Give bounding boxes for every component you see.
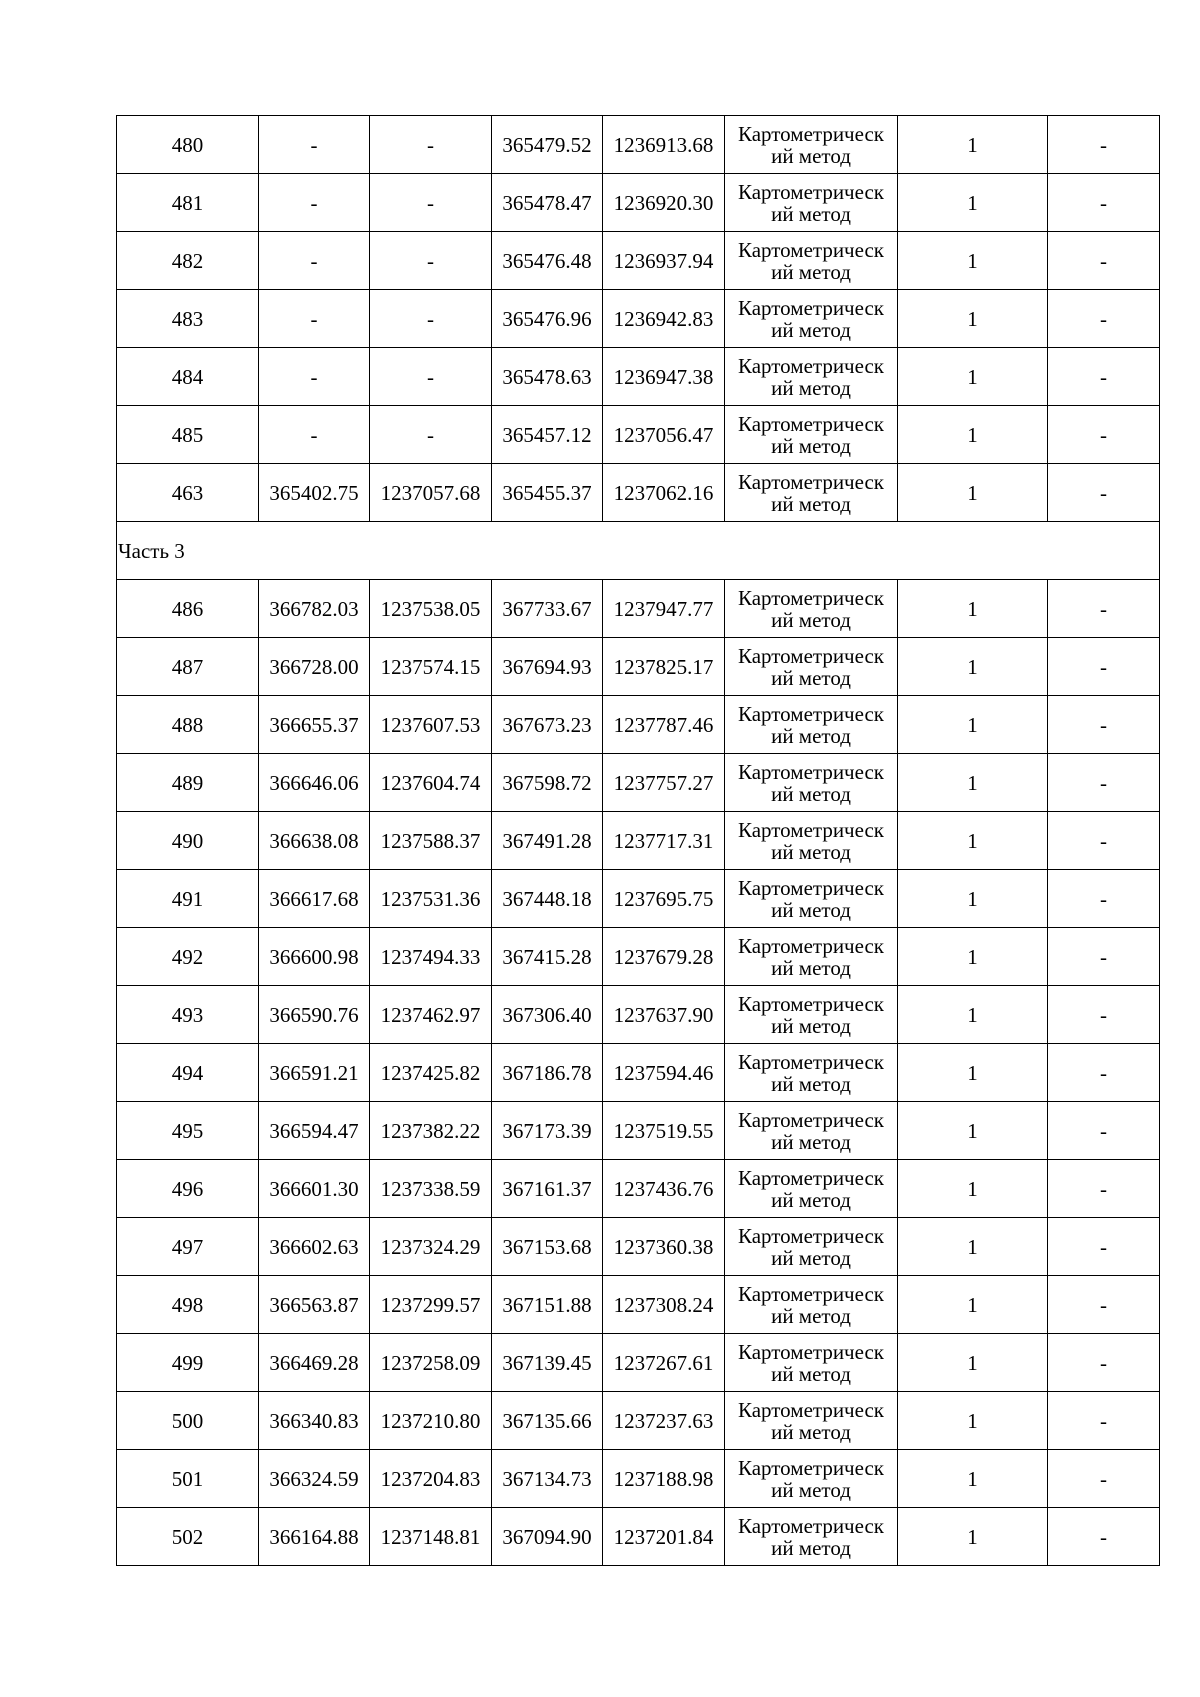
method-cell	[725, 1044, 898, 1102]
method-text-line-2: ий метод	[771, 317, 851, 342]
old-x-cell: 366164.88	[259, 1508, 370, 1566]
coordinates-table	[116, 115, 1160, 1566]
old-x-cell: -	[259, 174, 370, 232]
new-y-cell: 1237757.27	[603, 754, 725, 812]
point-number-cell: 493	[117, 986, 259, 1044]
old-y-cell: -	[370, 290, 492, 348]
new-y-cell: 1237308.24	[603, 1276, 725, 1334]
point-number-cell: 489	[117, 754, 259, 812]
description-cell: -	[1048, 116, 1160, 174]
table-row	[117, 348, 1160, 406]
method-cell	[725, 928, 898, 986]
old-y-cell: 1237210.80	[370, 1392, 492, 1450]
method-text-line-2: ий метод	[771, 1013, 851, 1038]
new-y-cell: 1236942.83	[603, 290, 725, 348]
description-cell: -	[1048, 928, 1160, 986]
method-cell	[725, 464, 898, 522]
table-row	[117, 754, 1160, 812]
description-cell: -	[1048, 406, 1160, 464]
accuracy-cell: 1	[898, 870, 1048, 928]
new-y-cell: 1237594.46	[603, 1044, 725, 1102]
new-x-cell: 367186.78	[492, 1044, 603, 1102]
old-y-cell: 1237604.74	[370, 754, 492, 812]
method-text-line-2: ий метод	[771, 1187, 851, 1212]
point-number-cell: 487	[117, 638, 259, 696]
method-cell	[725, 1276, 898, 1334]
method-text-line-1: Картометрическ	[738, 1223, 884, 1248]
table-row	[117, 1334, 1160, 1392]
new-x-cell: 365476.96	[492, 290, 603, 348]
table-row	[117, 1044, 1160, 1102]
new-y-cell: 1237787.46	[603, 696, 725, 754]
method-cell	[725, 580, 898, 638]
method-text-line-1: Картометрическ	[738, 121, 884, 146]
new-x-cell: 365476.48	[492, 232, 603, 290]
table-row	[117, 1160, 1160, 1218]
old-y-cell: 1237204.83	[370, 1450, 492, 1508]
method-text-line-2: ий метод	[771, 1535, 851, 1560]
new-x-cell: 367153.68	[492, 1218, 603, 1276]
new-y-cell: 1237947.77	[603, 580, 725, 638]
accuracy-cell: 1	[898, 406, 1048, 464]
method-text-line-1: Картометрическ	[738, 1513, 884, 1538]
table-row	[117, 870, 1160, 928]
method-text-line-1: Картометрическ	[738, 1397, 884, 1422]
new-x-cell: 365479.52	[492, 116, 603, 174]
method-cell	[725, 1392, 898, 1450]
method-cell	[725, 1160, 898, 1218]
accuracy-cell: 1	[898, 812, 1048, 870]
new-y-cell: 1237237.63	[603, 1392, 725, 1450]
method-text-line-1: Картометрическ	[738, 933, 884, 958]
old-y-cell: -	[370, 406, 492, 464]
new-x-cell: 367448.18	[492, 870, 603, 928]
point-number-cell: 490	[117, 812, 259, 870]
old-x-cell: 366646.06	[259, 754, 370, 812]
point-number-cell: 499	[117, 1334, 259, 1392]
new-y-cell: 1236920.30	[603, 174, 725, 232]
table-row	[117, 1218, 1160, 1276]
method-cell	[725, 232, 898, 290]
old-y-cell: 1237588.37	[370, 812, 492, 870]
old-y-cell: 1237299.57	[370, 1276, 492, 1334]
method-cell	[725, 348, 898, 406]
new-y-cell: 1237062.16	[603, 464, 725, 522]
method-text-line-2: ий метод	[771, 897, 851, 922]
new-y-cell: 1237717.31	[603, 812, 725, 870]
table-row	[117, 580, 1160, 638]
method-text-line-1: Картометрическ	[738, 1049, 884, 1074]
point-number-cell: 488	[117, 696, 259, 754]
new-x-cell: 367598.72	[492, 754, 603, 812]
method-text-line-2: ий метод	[771, 781, 851, 806]
new-x-cell: 365478.47	[492, 174, 603, 232]
point-number-cell: 501	[117, 1450, 259, 1508]
accuracy-cell: 1	[898, 1508, 1048, 1566]
old-y-cell: 1237574.15	[370, 638, 492, 696]
description-cell: -	[1048, 986, 1160, 1044]
description-cell: -	[1048, 1392, 1160, 1450]
method-text-line-1: Картометрическ	[738, 237, 884, 262]
table-row	[117, 1392, 1160, 1450]
point-number-cell: 482	[117, 232, 259, 290]
method-cell	[725, 116, 898, 174]
table-row	[117, 406, 1160, 464]
description-cell: -	[1048, 464, 1160, 522]
description-cell: -	[1048, 754, 1160, 812]
description-cell: -	[1048, 174, 1160, 232]
old-y-cell: -	[370, 232, 492, 290]
new-x-cell: 367135.66	[492, 1392, 603, 1450]
point-number-cell: 486	[117, 580, 259, 638]
old-x-cell: 366782.03	[259, 580, 370, 638]
new-y-cell: 1237519.55	[603, 1102, 725, 1160]
method-text-line-1: Картометрическ	[738, 817, 884, 842]
new-y-cell: 1237267.61	[603, 1334, 725, 1392]
table-row	[117, 638, 1160, 696]
old-x-cell: 366617.68	[259, 870, 370, 928]
method-text-line-1: Картометрическ	[738, 875, 884, 900]
method-cell	[725, 1508, 898, 1566]
method-text-line-2: ий метод	[771, 201, 851, 226]
accuracy-cell: 1	[898, 1044, 1048, 1102]
new-x-cell: 367134.73	[492, 1450, 603, 1508]
old-x-cell: 366340.83	[259, 1392, 370, 1450]
old-y-cell: 1237494.33	[370, 928, 492, 986]
new-x-cell: 365455.37	[492, 464, 603, 522]
accuracy-cell: 1	[898, 580, 1048, 638]
accuracy-cell: 1	[898, 1160, 1048, 1218]
accuracy-cell: 1	[898, 1392, 1048, 1450]
old-x-cell: 365402.75	[259, 464, 370, 522]
method-text-line-2: ий метод	[771, 1245, 851, 1270]
method-text-line-2: ий метод	[771, 723, 851, 748]
method-text-line-1: Картометрическ	[738, 411, 884, 436]
method-cell	[725, 1450, 898, 1508]
method-cell	[725, 290, 898, 348]
point-number-cell: 481	[117, 174, 259, 232]
old-y-cell: -	[370, 348, 492, 406]
old-x-cell: 366655.37	[259, 696, 370, 754]
old-x-cell: -	[259, 406, 370, 464]
new-x-cell: 367161.37	[492, 1160, 603, 1218]
description-cell: -	[1048, 1160, 1160, 1218]
description-cell: -	[1048, 1450, 1160, 1508]
table-row	[117, 928, 1160, 986]
method-cell	[725, 812, 898, 870]
old-y-cell: 1237148.81	[370, 1508, 492, 1566]
method-cell	[725, 1102, 898, 1160]
accuracy-cell: 1	[898, 1450, 1048, 1508]
old-y-cell: -	[370, 174, 492, 232]
point-number-cell: 483	[117, 290, 259, 348]
new-x-cell: 367733.67	[492, 580, 603, 638]
point-number-cell: 495	[117, 1102, 259, 1160]
old-x-cell: 366602.63	[259, 1218, 370, 1276]
method-text-line-2: ий метод	[771, 839, 851, 864]
method-cell	[725, 1334, 898, 1392]
accuracy-cell: 1	[898, 174, 1048, 232]
new-y-cell: 1236937.94	[603, 232, 725, 290]
method-text-line-1: Картометрическ	[738, 759, 884, 784]
old-x-cell: 366563.87	[259, 1276, 370, 1334]
point-number-cell: 491	[117, 870, 259, 928]
point-number-cell: 484	[117, 348, 259, 406]
new-x-cell: 367415.28	[492, 928, 603, 986]
method-text-line-2: ий метод	[771, 955, 851, 980]
new-x-cell: 367694.93	[492, 638, 603, 696]
point-number-cell: 480	[117, 116, 259, 174]
point-number-cell: 496	[117, 1160, 259, 1218]
old-x-cell: 366324.59	[259, 1450, 370, 1508]
point-number-cell: 494	[117, 1044, 259, 1102]
method-cell	[725, 406, 898, 464]
description-cell: -	[1048, 580, 1160, 638]
old-y-cell: -	[370, 116, 492, 174]
table-row	[117, 1276, 1160, 1334]
new-y-cell: 1237188.98	[603, 1450, 725, 1508]
method-cell	[725, 986, 898, 1044]
point-number-cell: 463	[117, 464, 259, 522]
method-text-line-1: Картометрическ	[738, 1165, 884, 1190]
accuracy-cell: 1	[898, 638, 1048, 696]
table-row	[117, 174, 1160, 232]
method-text-line-1: Картометрическ	[738, 1455, 884, 1480]
method-text-line-1: Картометрическ	[738, 1281, 884, 1306]
description-cell: -	[1048, 1276, 1160, 1334]
old-x-cell: -	[259, 116, 370, 174]
part-header-row	[117, 522, 1160, 580]
accuracy-cell: 1	[898, 1334, 1048, 1392]
method-text-line-2: ий метод	[771, 1361, 851, 1386]
old-y-cell: 1237531.36	[370, 870, 492, 928]
old-x-cell: -	[259, 290, 370, 348]
point-number-cell: 492	[117, 928, 259, 986]
old-x-cell: 366638.08	[259, 812, 370, 870]
point-number-cell: 498	[117, 1276, 259, 1334]
table-row	[117, 696, 1160, 754]
accuracy-cell: 1	[898, 232, 1048, 290]
new-x-cell: 367173.39	[492, 1102, 603, 1160]
table-row	[117, 232, 1160, 290]
method-text-line-2: ий метод	[771, 433, 851, 458]
method-text-line-1: Картометрическ	[738, 353, 884, 378]
accuracy-cell: 1	[898, 986, 1048, 1044]
method-cell	[725, 1218, 898, 1276]
accuracy-cell: 1	[898, 116, 1048, 174]
old-x-cell: 366591.21	[259, 1044, 370, 1102]
method-text-line-2: ий метод	[771, 1419, 851, 1444]
old-x-cell: 366590.76	[259, 986, 370, 1044]
new-y-cell: 1237695.75	[603, 870, 725, 928]
old-y-cell: 1237057.68	[370, 464, 492, 522]
new-y-cell: 1237679.28	[603, 928, 725, 986]
old-y-cell: 1237382.22	[370, 1102, 492, 1160]
accuracy-cell: 1	[898, 290, 1048, 348]
old-y-cell: 1237462.97	[370, 986, 492, 1044]
method-cell	[725, 870, 898, 928]
new-x-cell: 365478.63	[492, 348, 603, 406]
new-x-cell: 367151.88	[492, 1276, 603, 1334]
accuracy-cell: 1	[898, 348, 1048, 406]
new-y-cell: 1237360.38	[603, 1218, 725, 1276]
method-cell	[725, 696, 898, 754]
method-text-line-1: Картометрическ	[738, 469, 884, 494]
table-row	[117, 1102, 1160, 1160]
description-cell: -	[1048, 638, 1160, 696]
table-row	[117, 1508, 1160, 1566]
description-cell: -	[1048, 1044, 1160, 1102]
method-text-line-2: ий метод	[771, 607, 851, 632]
point-number-cell: 500	[117, 1392, 259, 1450]
description-cell: -	[1048, 1508, 1160, 1566]
table-row	[117, 986, 1160, 1044]
description-cell: -	[1048, 290, 1160, 348]
description-cell: -	[1048, 1218, 1160, 1276]
table-row	[117, 1450, 1160, 1508]
method-text-line-1: Картометрическ	[738, 179, 884, 204]
new-x-cell: 367306.40	[492, 986, 603, 1044]
part-header-label: Часть 3	[117, 522, 1160, 580]
old-x-cell: 366594.47	[259, 1102, 370, 1160]
description-cell: -	[1048, 348, 1160, 406]
new-y-cell: 1237436.76	[603, 1160, 725, 1218]
new-x-cell: 367094.90	[492, 1508, 603, 1566]
method-cell	[725, 638, 898, 696]
new-y-cell: 1236913.68	[603, 116, 725, 174]
method-text-line-2: ий метод	[771, 375, 851, 400]
old-y-cell: 1237258.09	[370, 1334, 492, 1392]
new-y-cell: 1236947.38	[603, 348, 725, 406]
point-number-cell: 497	[117, 1218, 259, 1276]
old-x-cell: -	[259, 232, 370, 290]
method-text-line-1: Картометрическ	[738, 1339, 884, 1364]
old-x-cell: -	[259, 348, 370, 406]
method-text-line-2: ий метод	[771, 665, 851, 690]
method-text-line-2: ий метод	[771, 143, 851, 168]
old-x-cell: 366469.28	[259, 1334, 370, 1392]
description-cell: -	[1048, 870, 1160, 928]
method-text-line-1: Картометрическ	[738, 295, 884, 320]
accuracy-cell: 1	[898, 1102, 1048, 1160]
accuracy-cell: 1	[898, 1218, 1048, 1276]
accuracy-cell: 1	[898, 928, 1048, 986]
point-number-cell: 485	[117, 406, 259, 464]
table-row	[117, 464, 1160, 522]
method-text-line-2: ий метод	[771, 1303, 851, 1328]
new-y-cell: 1237056.47	[603, 406, 725, 464]
table-row	[117, 116, 1160, 174]
new-y-cell: 1237201.84	[603, 1508, 725, 1566]
method-cell	[725, 754, 898, 812]
description-cell: -	[1048, 696, 1160, 754]
method-text-line-2: ий метод	[771, 1477, 851, 1502]
method-text-line-1: Картометрическ	[738, 701, 884, 726]
new-y-cell: 1237637.90	[603, 986, 725, 1044]
old-x-cell: 366728.00	[259, 638, 370, 696]
accuracy-cell: 1	[898, 696, 1048, 754]
method-text-line-1: Картометрическ	[738, 991, 884, 1016]
new-y-cell: 1237825.17	[603, 638, 725, 696]
old-y-cell: 1237324.29	[370, 1218, 492, 1276]
method-text-line-2: ий метод	[771, 1071, 851, 1096]
old-y-cell: 1237607.53	[370, 696, 492, 754]
method-cell	[725, 174, 898, 232]
old-y-cell: 1237338.59	[370, 1160, 492, 1218]
accuracy-cell: 1	[898, 464, 1048, 522]
old-y-cell: 1237425.82	[370, 1044, 492, 1102]
accuracy-cell: 1	[898, 1276, 1048, 1334]
new-x-cell: 365457.12	[492, 406, 603, 464]
method-text-line-2: ий метод	[771, 1129, 851, 1154]
method-text-line-2: ий метод	[771, 491, 851, 516]
method-text-line-2: ий метод	[771, 259, 851, 284]
new-x-cell: 367139.45	[492, 1334, 603, 1392]
description-cell: -	[1048, 1102, 1160, 1160]
method-text-line-1: Картометрическ	[738, 643, 884, 668]
accuracy-cell: 1	[898, 754, 1048, 812]
table-body	[117, 116, 1160, 1566]
old-y-cell: 1237538.05	[370, 580, 492, 638]
old-x-cell: 366600.98	[259, 928, 370, 986]
new-x-cell: 367673.23	[492, 696, 603, 754]
table-row	[117, 290, 1160, 348]
new-x-cell: 367491.28	[492, 812, 603, 870]
description-cell: -	[1048, 232, 1160, 290]
description-cell: -	[1048, 812, 1160, 870]
old-x-cell: 366601.30	[259, 1160, 370, 1218]
method-text-line-1: Картометрическ	[738, 585, 884, 610]
point-number-cell: 502	[117, 1508, 259, 1566]
table-row	[117, 812, 1160, 870]
method-text-line-1: Картометрическ	[738, 1107, 884, 1132]
description-cell: -	[1048, 1334, 1160, 1392]
